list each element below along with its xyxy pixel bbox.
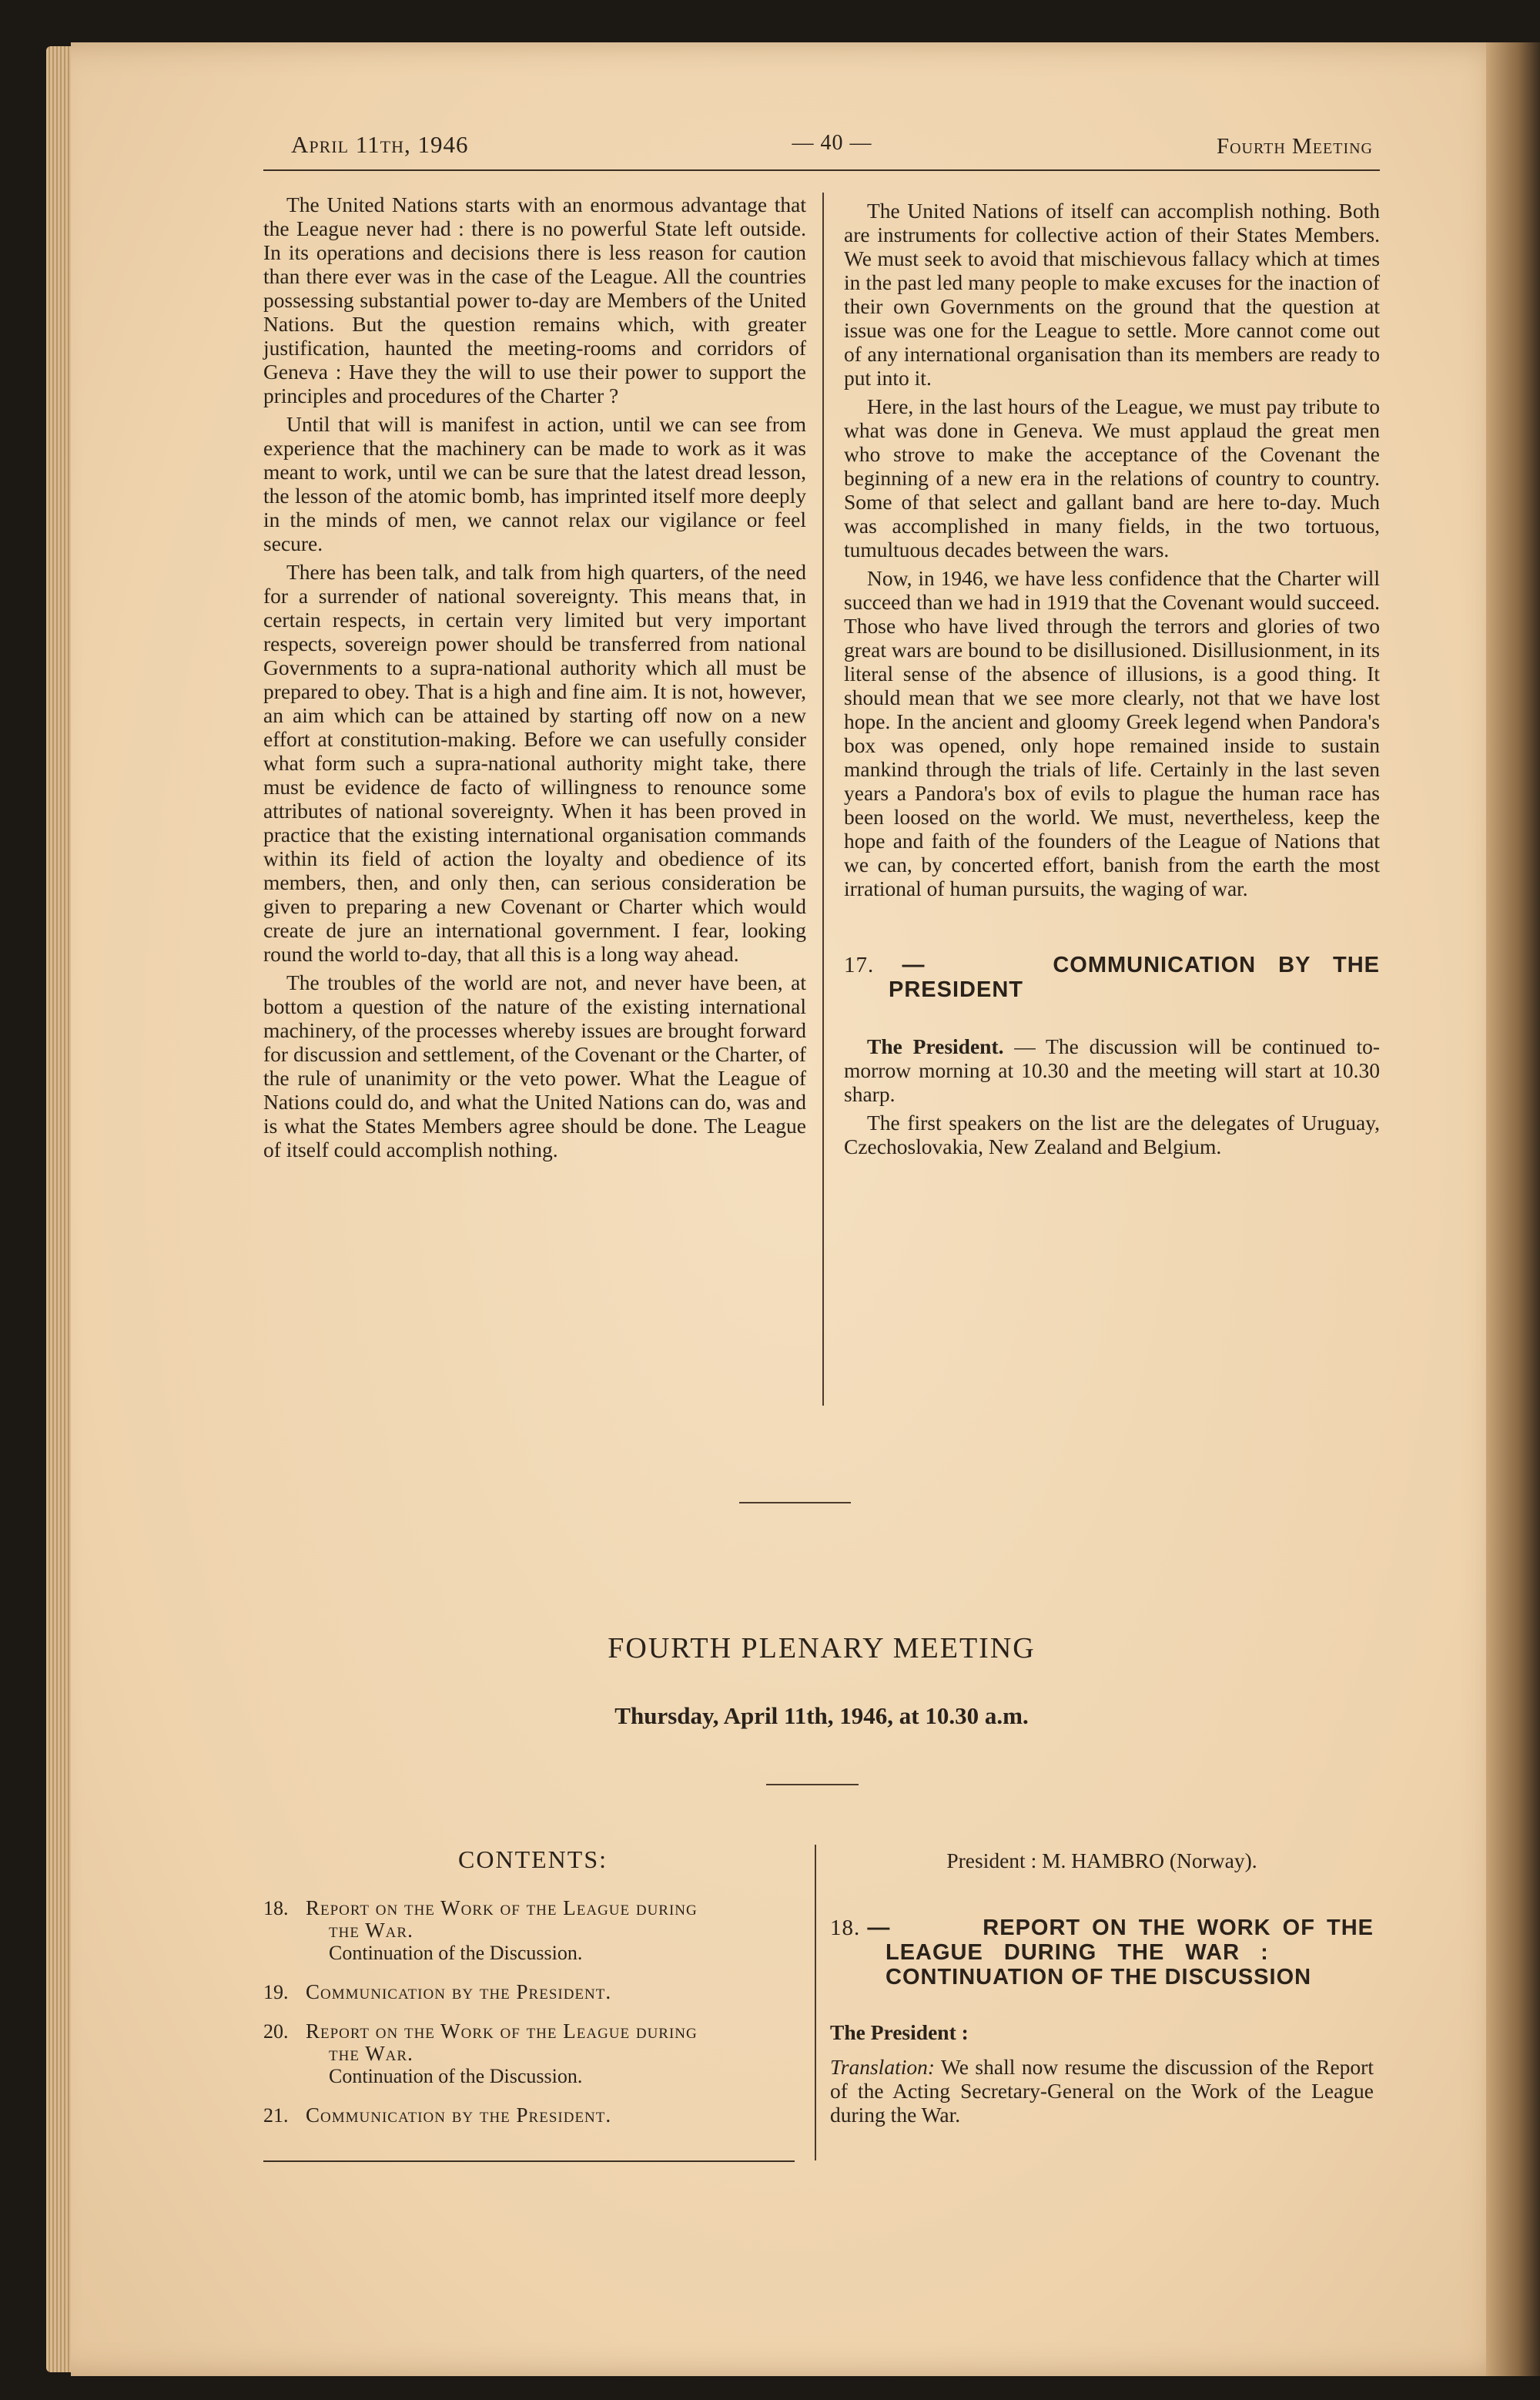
right-column-lower (830, 1849, 1374, 2127)
header-date: April 11th, 1946 (291, 131, 469, 158)
contents-item (263, 2020, 802, 2087)
section-17-heading (844, 953, 1380, 977)
header-rule (263, 169, 1380, 171)
section-number: 17. (844, 953, 875, 977)
header-meeting: Fourth Meeting (1216, 134, 1373, 159)
meeting-date: Thursday, April 11th, 1946, at 10.30 a.m. (614, 1702, 1029, 1729)
section-17-para: The first speakers on the list are the delegates of Uruguay, Czechoslovakia, New Zealand and Belgium. (844, 1111, 1380, 1158)
translation-label: Translation: (830, 2055, 936, 2079)
section-title-cont: PRESIDENT (889, 977, 1023, 1002)
contents-item (263, 2104, 802, 2127)
speech-text: We shall now resume the discussion of the Report of the Acting Secretary-General on the Work of the League during the War. (830, 2055, 1374, 2127)
item-subtitle: Continuation of the Discussion. (329, 2065, 583, 2087)
item-title-cont: the War. (329, 1919, 413, 1942)
paragraph: The troubles of the world are not, and never have been, at bottom a question of the nature of the existing international machinery, of the processes whereby issues are brought forward for discussion and settlement, of the Covenant or the Charter, of the rule of unanimity or the veto power. What the League of Nations could do, and what the United Nations can do, was and is what the States Members agree should be done. The League of itself could accomplish nothing. (263, 970, 806, 1161)
section-number: 18. (830, 1916, 861, 1940)
item-title: Communication by the President. (306, 1980, 612, 2003)
section-dash: — (902, 953, 926, 977)
separator-rule (766, 1784, 859, 1785)
right-column (844, 199, 1380, 1163)
item-number: 19. (263, 1981, 289, 2003)
paragraph: The United Nations starts with an enormous advantage that the League never had : there is no powerful State left outside. In its operations and decisions there is less reason for caution than there ever was in the case of the League. All the countries possessing substantial power to-day are Members of the United Nations. But the question remains which, with greater justification, haunted the meeting-rooms and corridors of Geneva : Have they the will to use their power to support the principles and procedures of the Charter ? (263, 193, 806, 407)
paragraph: There has been talk, and talk from high quarters, of the need for a surrender of national sovereignty. This means that, in certain respects, in certain very limited but very important respects, sovereign power should be transferred from national Governments to a supra-national authority which all must be prepared to obey. That is a high and fine aim. It is not, however, an aim which can be attained by starting off now on a new effort at constitution-making. Before we can usefully consider what form such a supra-national authority might take, there must be evidence de facto of willingness to renounce some attributes of national sovereignty. When it has been proved in practice that the existing international organisation commands within its field of action the loyalty and obedience of its members, then, and only then, can serious consideration be given to preparing a new Covenant or Charter which would create de jure an international government. I fear, looking round the world to-day, that all this is a long way ahead. (263, 560, 806, 966)
paragraph: Until that will is manifest in action, until we can see from experience that the machinery can be made to work as it was meant to work, until we can be sure that the latest dread lesson, the lesson of the atomic bomb, has imprinted itself more deeply in the minds of men, we cannot relax our vigilance or feel secure. (263, 412, 806, 555)
running-header (291, 131, 1373, 169)
section-17-para (844, 1034, 1380, 1106)
separator-rule (739, 1502, 851, 1503)
section-title-cont: CONTINUATION OF THE DISCUSSION (886, 1965, 1312, 1989)
speaker: The President. (867, 1034, 1004, 1058)
contents-title: CONTENTS: (458, 1845, 608, 1873)
speaker-name: The President : (830, 2020, 969, 2044)
item-title-cont: the War. (329, 2042, 413, 2065)
item-title: Communication by the President. (306, 2103, 612, 2127)
section-title: REPORT ON THE WORK OF THE (983, 1916, 1374, 1940)
section-dash: — (867, 1916, 891, 1940)
contents-item (263, 1897, 802, 1964)
paragraph: The United Nations of itself can accomplish nothing. Both are instruments for collective action of their States Members. We must seek to avoid that mischievous fallacy which at times in the past led many people to make excuses for the inaction of their own Governments on the ground that the question at issue was one for the League to settle. More cannot come out of any international organisation than its members are ready to put into it. (844, 199, 1380, 390)
left-column (263, 193, 806, 1166)
column-divider (815, 1845, 816, 2160)
section-title: COMMUNICATION BY THE (1053, 953, 1380, 977)
book-gutter-shadow (1486, 42, 1540, 2376)
paragraph: Now, in 1946, we have less confidence that the Charter will succeed than we had in 1919 that the Covenant would succeed. Those who have lived through the terrors and glories of two great wars are bound to be disillusioned. Disillusionment, in its literal sense of the absence of illusions, is a good thing. It should mean that we see more clearly, not that we have lost hope. In the ancient and gloomy Greek legend when Pandora's box was opened, only hope remained inside to sustain mankind through the trials of life. Certainly in the last seven years a Pandora's box of evils to plague the human race has been loosed on the world. We must, nevertheless, keep the hope and faith of the founders of the League of Nations that we can, by concerted effort, banish from the earth the most irrational of human pursuits, the waging of war. (844, 566, 1380, 900)
speaker (830, 2020, 1374, 2044)
section-title-cont: LEAGUE DURING THE WAR : (886, 1940, 1269, 1965)
item-title: Report on the Work of the League during (306, 1896, 698, 1919)
item-number: 18. (263, 1897, 289, 1919)
section-18-heading (830, 1916, 1374, 1940)
item-number: 21. (263, 2104, 289, 2127)
item-title: Report on the Work of the League during (306, 2020, 698, 2043)
paragraph: Here, in the last hours of the League, we must pay tribute to what was done in Geneva. We must applaud the great men who strove to make the acceptance of the Covenant the beginning of a new era in the relations of country to country. Some of that select and gallant band are here to-day. Much was accomplished in many fields, in the two tortuous, tumultuous decades between the wars. (844, 394, 1380, 561)
item-subtitle: Continuation of the Discussion. (329, 1942, 583, 1964)
speech-text: — The discussion will be continued to-morrow morning at 10.30 and the meeting will start at 10.30 sharp. (844, 1034, 1380, 1106)
item-number: 20. (263, 2020, 289, 2043)
president-line: President : M. HAMBRO (Norway). (946, 1849, 1257, 1872)
contents-list (263, 1845, 802, 2144)
contents-item (263, 1981, 802, 2003)
column-divider (822, 193, 824, 1406)
page-number: — 40 — (792, 131, 872, 155)
contents-rule (263, 2160, 795, 2162)
meeting-title: FOURTH PLENARY MEETING (608, 1632, 1036, 1664)
section-18-para (830, 2055, 1374, 2127)
